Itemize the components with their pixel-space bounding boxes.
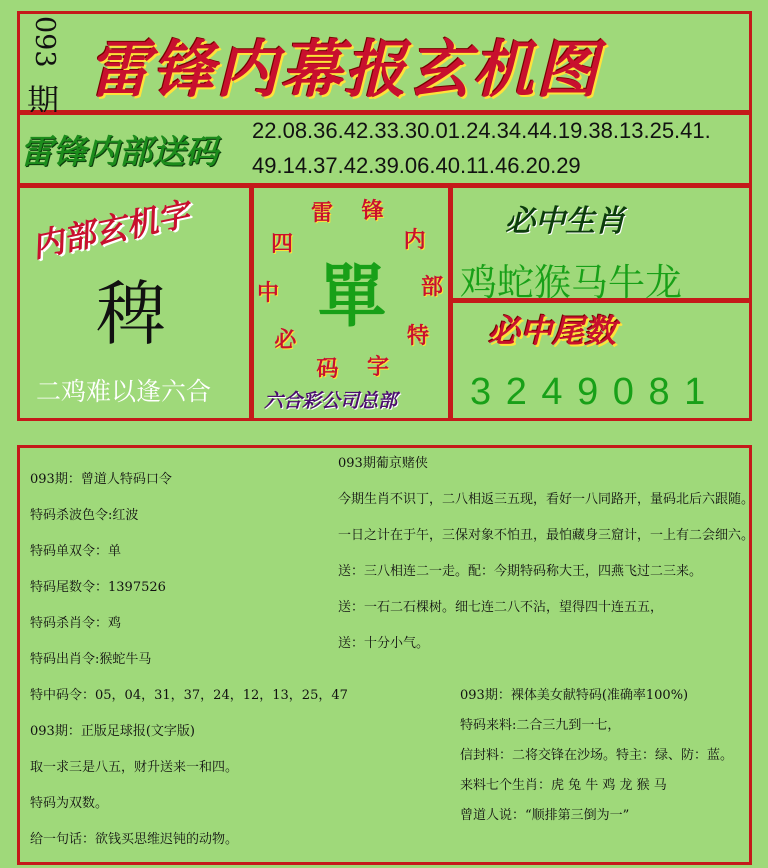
text-line: 送：三八相连二一走。配：今期特码称大王，四燕飞过二三来。: [338, 564, 703, 579]
tail-label: 必中尾数: [488, 312, 617, 350]
secret-char-label: 内部玄机字: [28, 194, 193, 266]
center-main-char: 單: [318, 257, 387, 337]
text-line: 093期：正版足球报(文字版): [30, 724, 195, 739]
text-line: 送：一石二石棵树。细七连二八不沾，望得四十连五五，: [338, 600, 664, 615]
circle-char: 必: [274, 327, 297, 354]
text-line: 送：十分小气。: [338, 636, 430, 651]
circle-char: 字: [367, 354, 390, 381]
text-line: 093期：曾道人特码口令: [30, 472, 172, 487]
text-line: 093期葡京赌侠: [338, 456, 428, 471]
circle-char: 码: [316, 355, 339, 382]
circle-char: 内: [403, 226, 426, 253]
inside-numbers-line1: 22.08.36.42.33.30.01.24.34.44.19.38.13.25.41.: [252, 118, 711, 143]
circle-char: 四: [271, 231, 294, 258]
circle-char: 部: [420, 274, 443, 301]
tail-digits: 3 2 4 9 0 8 1: [470, 371, 708, 413]
issue-number: 093: [29, 16, 60, 68]
text-line: 今期生肖不识丁，二八相返三五现，看好一八同路开，量码北后六跟随。: [338, 492, 755, 507]
circle-char: 雷: [310, 199, 333, 226]
text-line: 取一求三是八五，财升送来一和四。: [30, 760, 239, 775]
text-line: 特码出肖令:猴蛇牛马: [30, 652, 152, 667]
center-footer: 六合彩公司总部: [264, 390, 398, 412]
secret-character: 稗: [96, 273, 166, 355]
text-line: 曾道人说：“顺排第三倒为一”: [460, 808, 630, 823]
text-line: 特中码令：05，04，31，37，24，12，13，25，47: [30, 688, 348, 703]
text-line: 信封料：二将交锋在沙场。特主：绿、防：蓝。: [460, 748, 734, 763]
text-line: 特码杀肖令：鸡: [30, 616, 122, 631]
issue-suffix: 期: [27, 82, 60, 120]
secret-char-caption: 二鸡难以逢六合: [36, 377, 212, 406]
text-line: 特码杀波色令:红波: [30, 508, 139, 523]
circle-char: 锋: [361, 198, 384, 225]
inside-numbers-label: 雷锋内部送码: [20, 132, 218, 171]
page-title: 雷锋内幕报玄机图: [88, 33, 601, 106]
text-line: 093期：裸体美女献特码(准确率100%): [460, 688, 689, 703]
circle-char: 中: [257, 279, 280, 306]
text-line: 特码为双数。: [30, 796, 109, 811]
text-line: 特码单双令：单: [30, 544, 122, 559]
inside-numbers-line2: 49.14.37.42.39.06.40.11.46.20.29: [252, 153, 581, 178]
text-line: 特码尾数令：1397526: [30, 580, 166, 595]
zodiac-label: 必中生肖: [505, 204, 625, 239]
zodiac-animals: 鸡蛇猴马牛龙: [460, 261, 682, 304]
text-line: 来料七个生肖：虎 兔 牛 鸡 龙 猴 马: [460, 778, 667, 793]
text-line: 特码来料:二合三九到一七，: [460, 718, 621, 733]
circle-char: 特: [406, 322, 429, 349]
text-line: 一日之计在于午，三保对象不怕丑，最怕藏身三窟计，一上有二会细六。: [338, 528, 755, 543]
text-line: 给一句话：欲钱买思维迟钝的动物。: [30, 832, 239, 847]
